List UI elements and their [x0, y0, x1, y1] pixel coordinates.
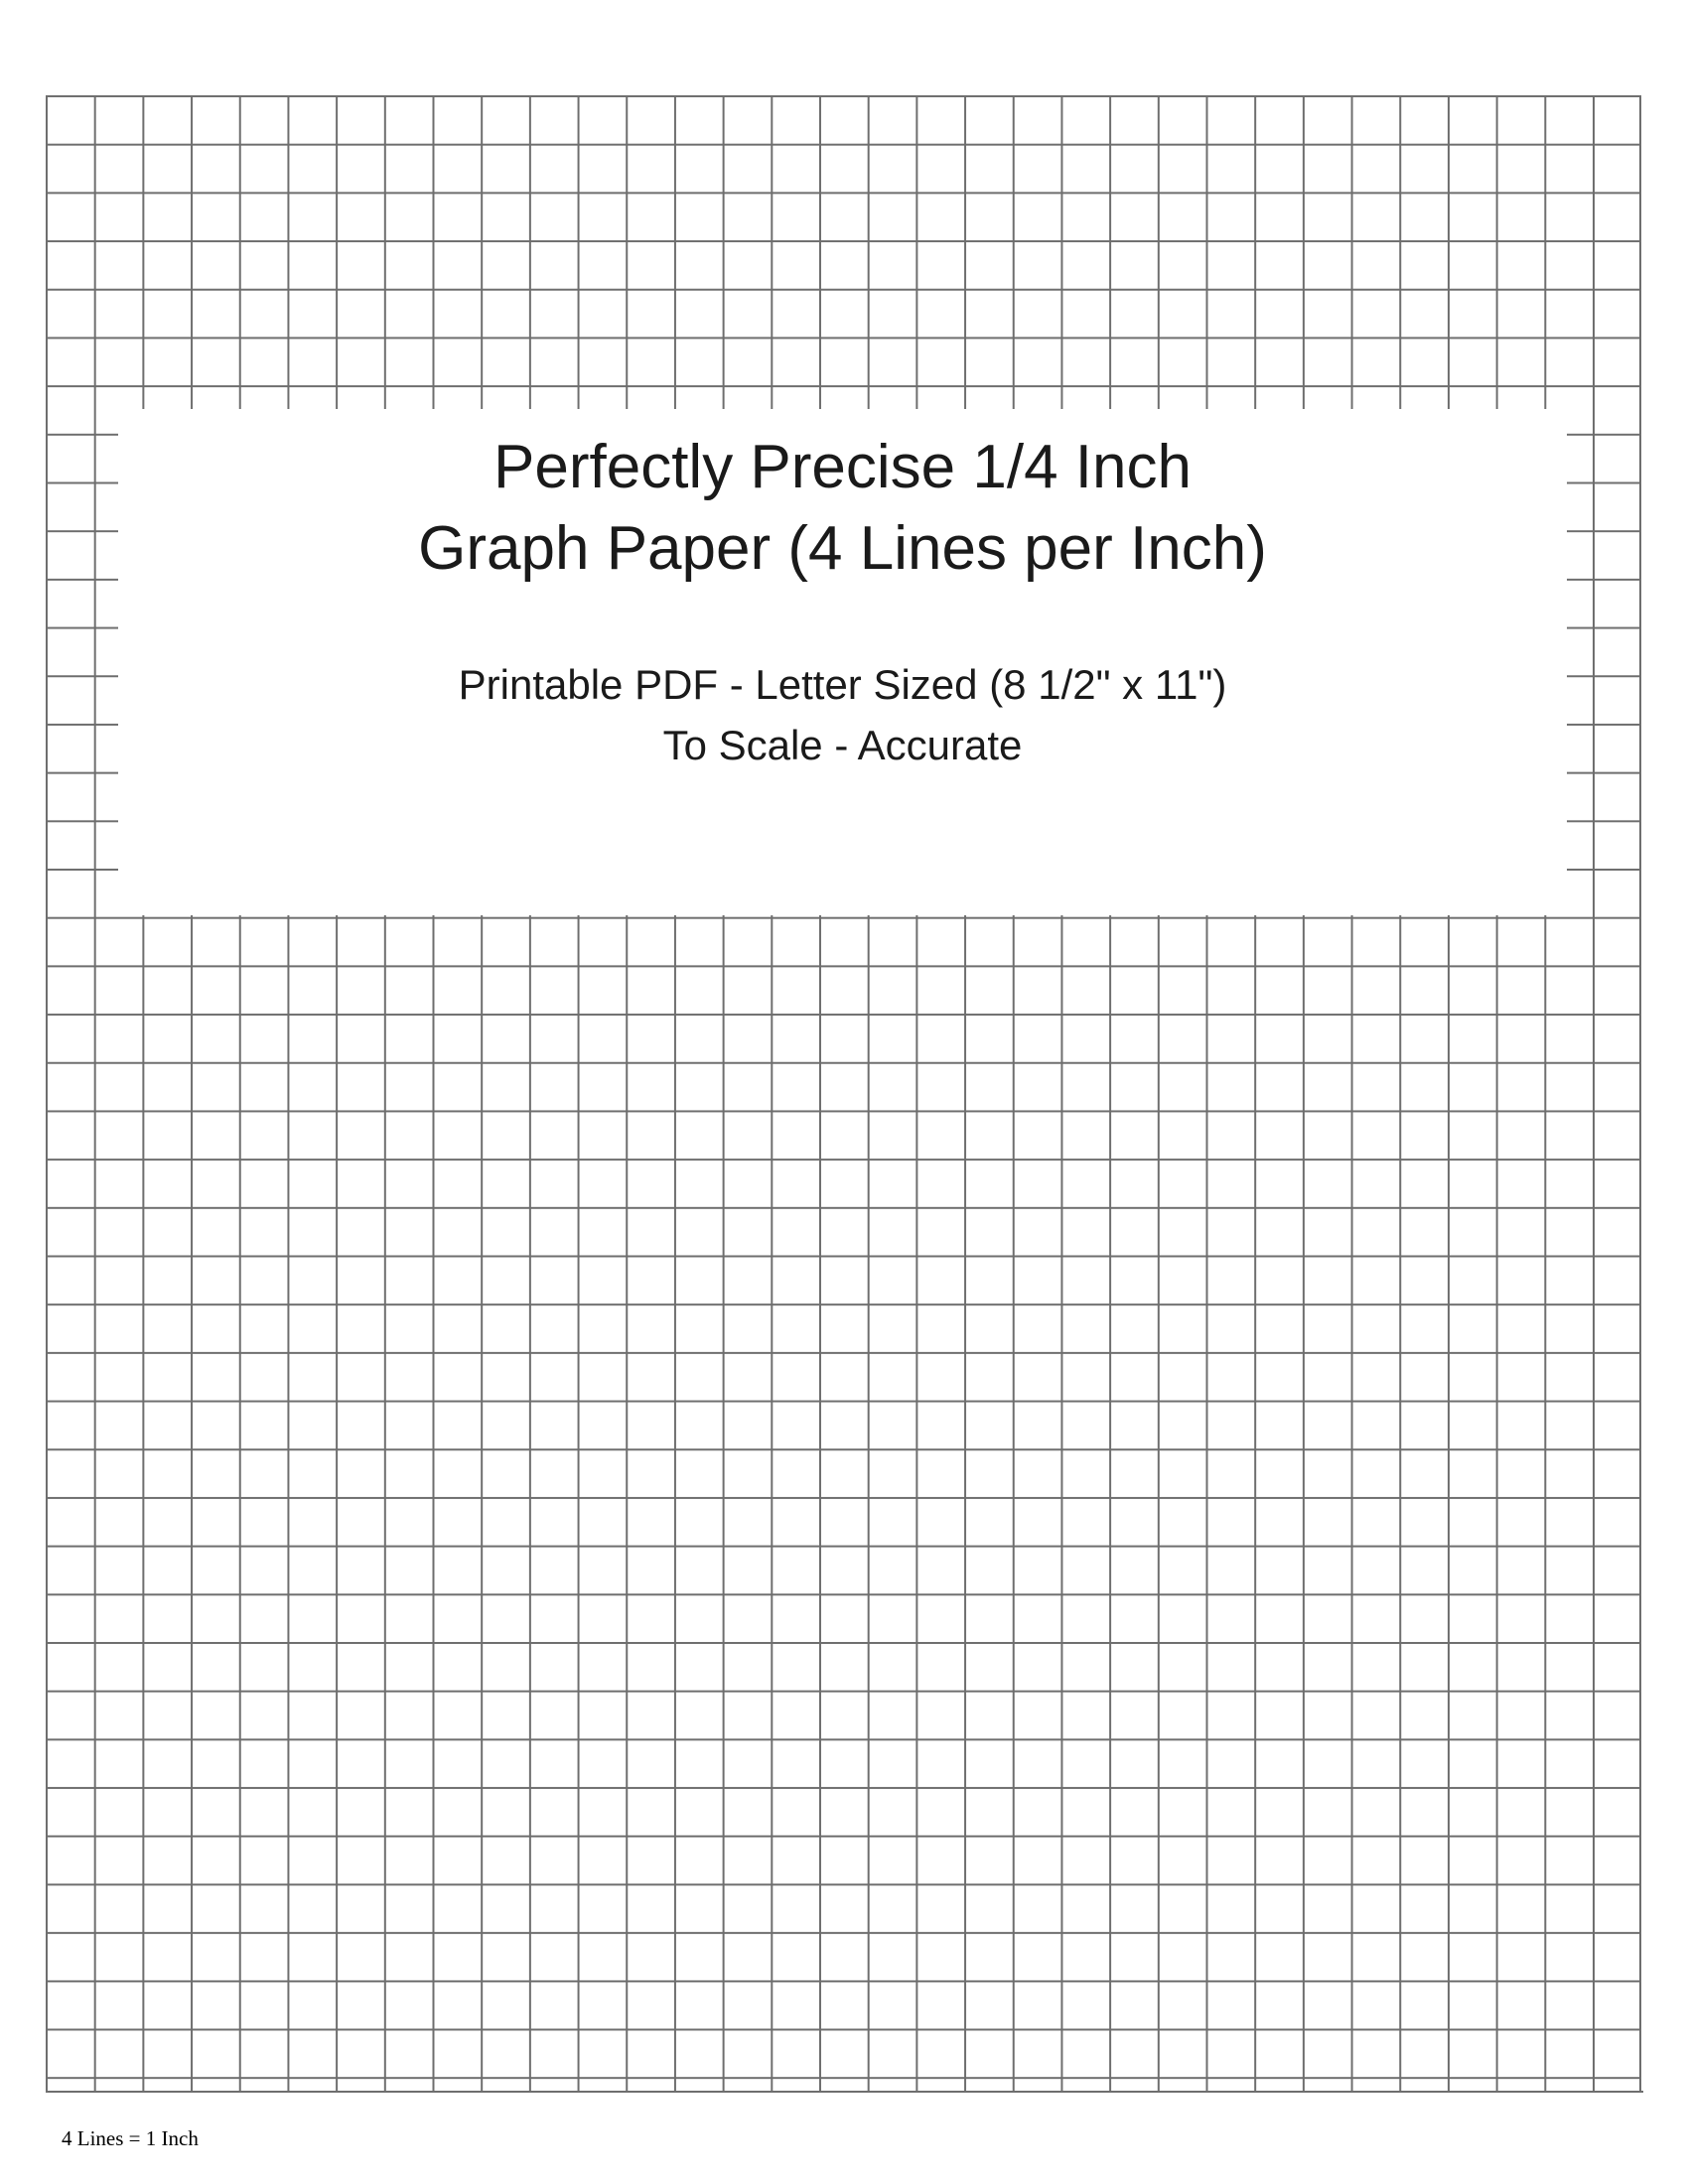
subtitle-line-1: Printable PDF - Letter Sized (8 1/2" x 11"): [458, 660, 1227, 708]
grid-scale-footnote: 4 Lines = 1 Inch: [62, 2126, 199, 2150]
title-panel: [118, 409, 1567, 915]
subtitle-line-2: To Scale - Accurate: [662, 721, 1023, 768]
page-title-line-1: Perfectly Precise 1/4 Inch: [493, 433, 1192, 501]
grid-bottom-edge: [46, 2091, 1643, 2093]
subtitle-block: [459, 655, 1227, 776]
page-title-line-2: Graph Paper (4 Lines per Inch): [418, 513, 1267, 583]
graph-paper-grid: [46, 95, 1641, 2093]
